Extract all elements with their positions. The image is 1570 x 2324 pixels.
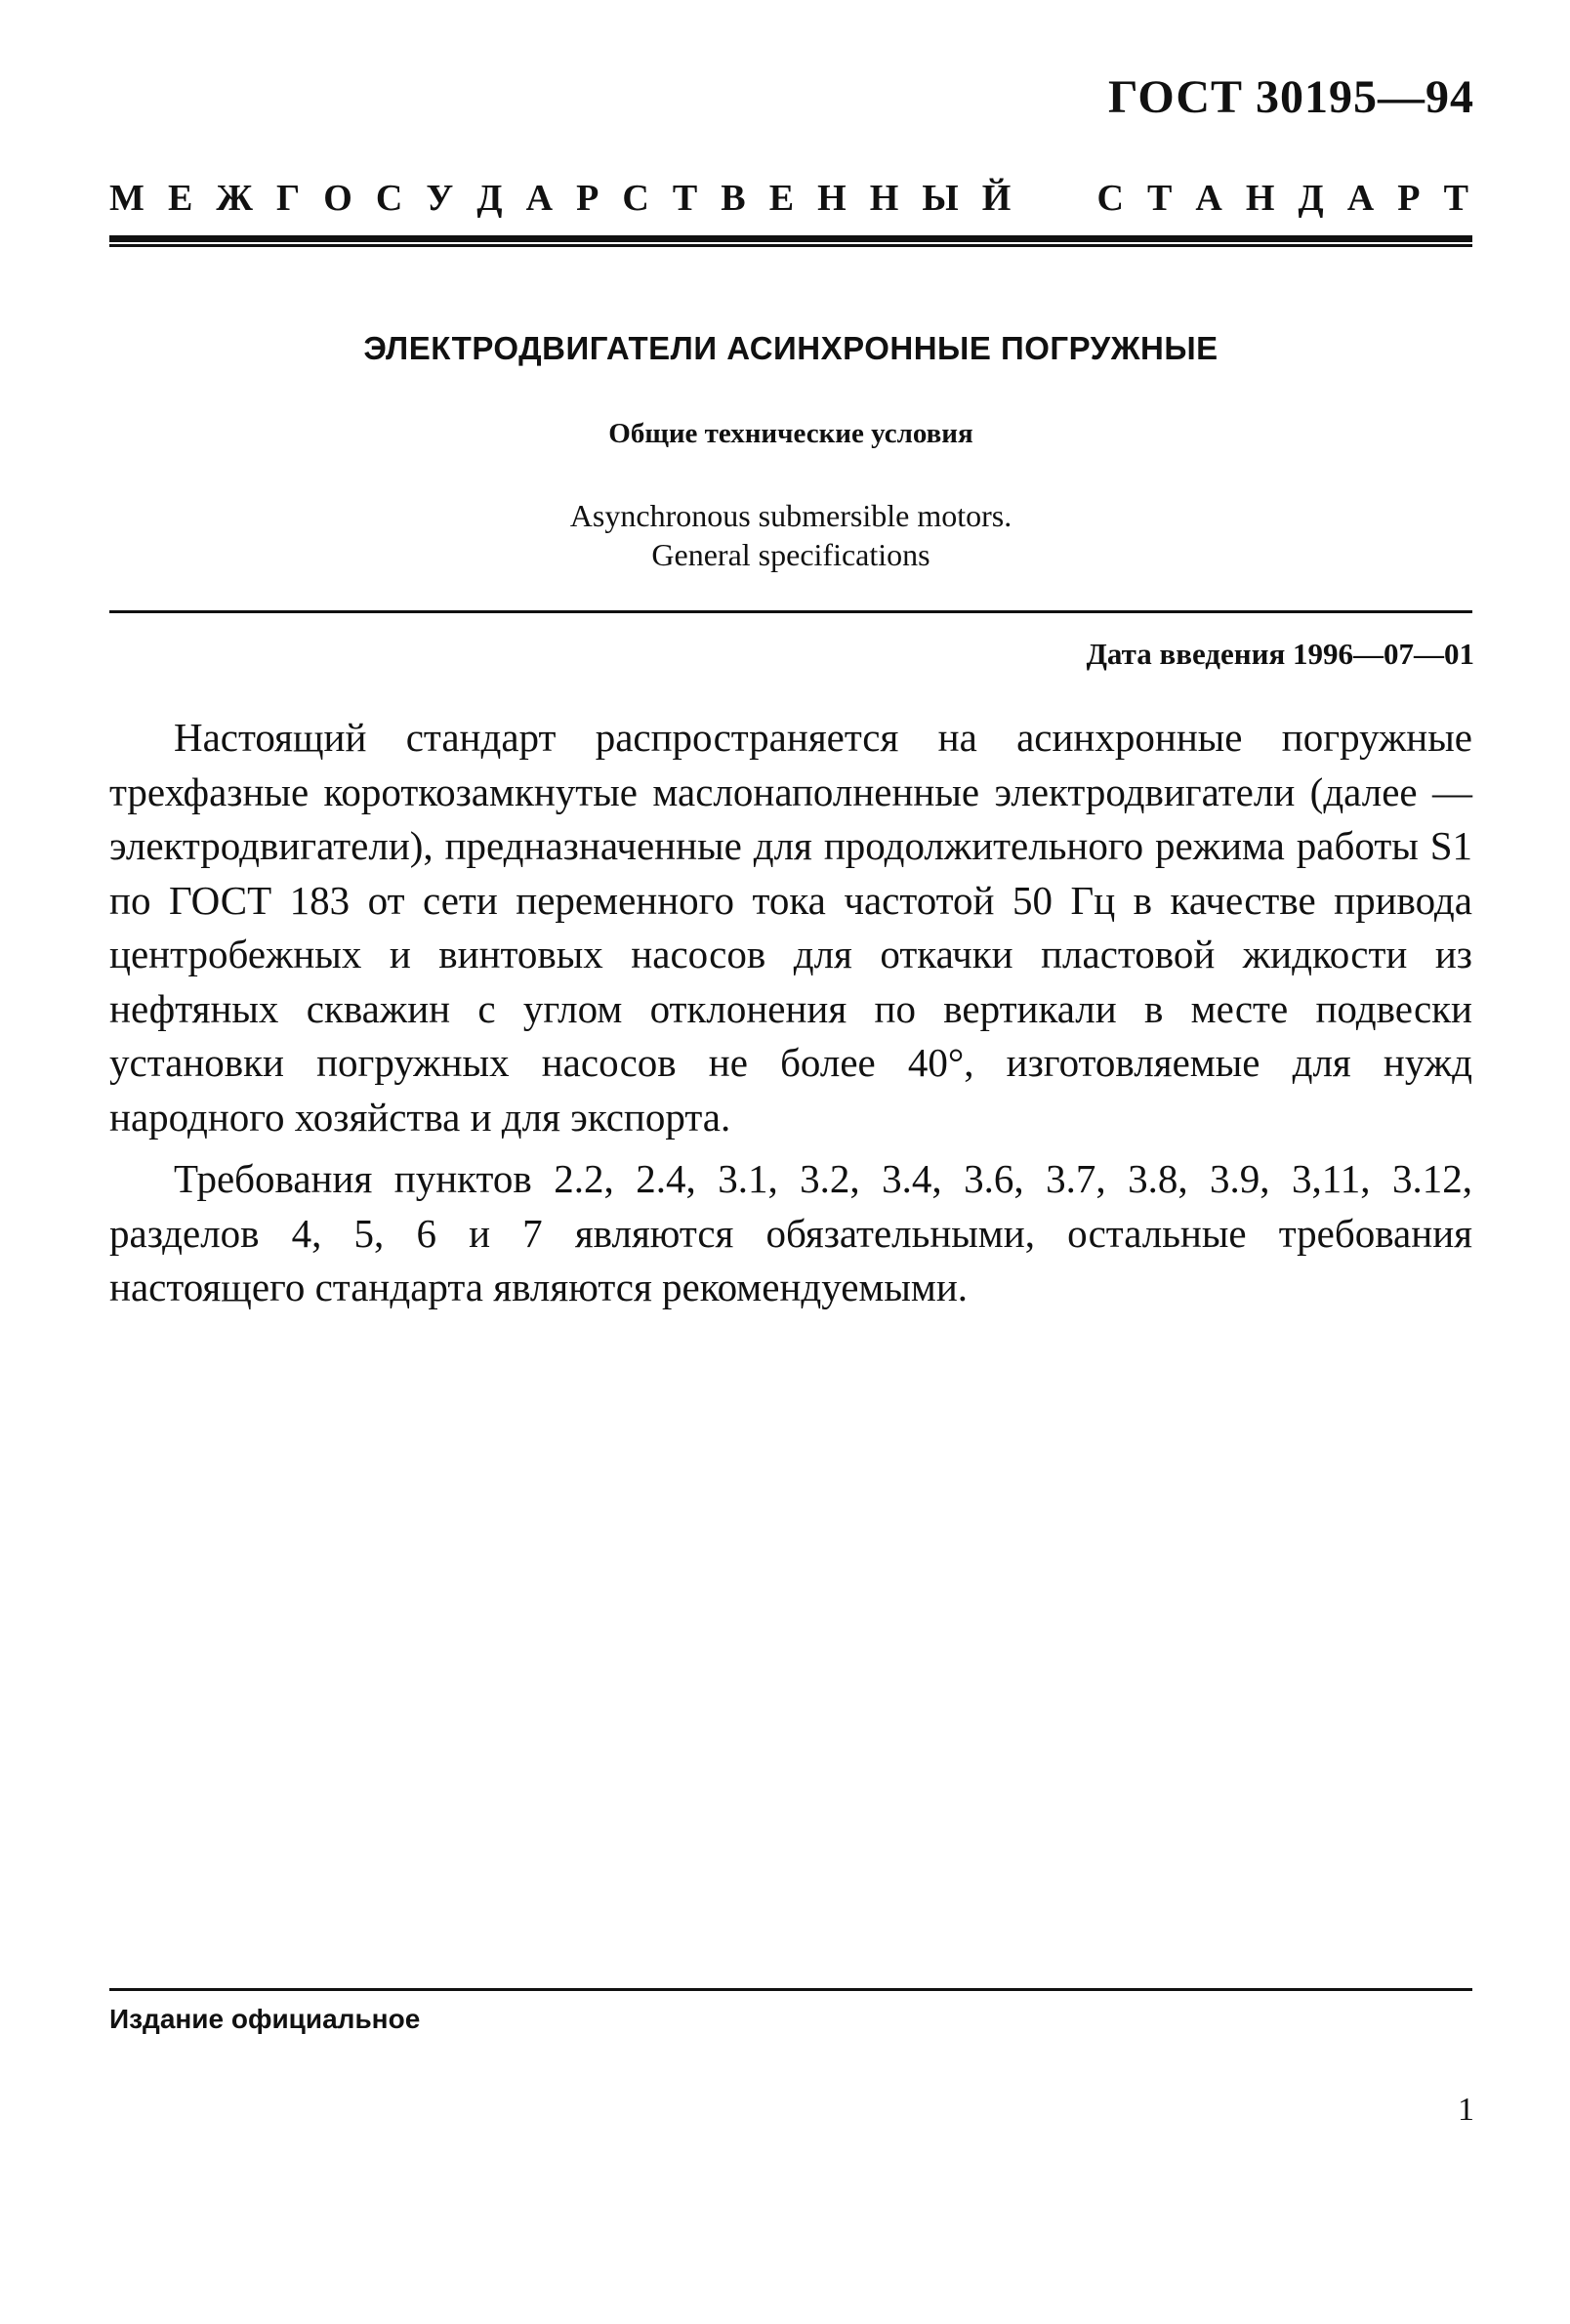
standard-type-letter: Р: [1397, 178, 1421, 219]
standard-type-letter: А: [1346, 178, 1375, 219]
standard-type-letter: М: [109, 178, 145, 219]
standard-type-letter: Т: [672, 178, 698, 219]
standard-type-letter: Р: [576, 178, 599, 219]
standard-type-letter: Ж: [216, 178, 253, 219]
header-rule-thick: [109, 235, 1472, 242]
official-edition-note: Издание официальное: [109, 2004, 421, 2034]
standard-type-heading: [109, 174, 1468, 223]
header-rule-thin: [109, 244, 1472, 247]
english-title-line-1: Asynchronous submersible motors.: [569, 498, 1012, 533]
document-subtitle: Общие технические условия: [608, 418, 973, 449]
body-text: [109, 711, 1472, 1323]
footer-rule: [109, 1988, 1472, 1991]
word-gap: [1034, 174, 1073, 223]
standard-type-letter: О: [323, 178, 352, 219]
standard-type-letter: Т: [1443, 178, 1468, 219]
gost-number: ГОСТ 30195—94: [1108, 71, 1474, 123]
document-english-title: [109, 496, 1472, 574]
paragraph-requirements: Требования пунктов 2.2, 2.4, 3.1, 3.2, 3.4, 3.6, 3.7, 3.8, 3.9, 3,11, 3.12, разделов 4, 5, 6 и 7 являются обязательными, остальные требования настоящего стандарта являются рекомендуемыми.: [109, 1156, 1472, 1309]
standard-type-letter: В: [721, 178, 746, 219]
standard-type-letter: Е: [167, 178, 193, 219]
page-number: 1: [1458, 2092, 1474, 2128]
standard-type-letter: С: [622, 178, 649, 219]
standard-type-letter: Е: [768, 178, 795, 219]
standard-type-letter: Д: [476, 178, 503, 219]
standard-type-letter: А: [525, 178, 554, 219]
standard-type-letter: Ы: [922, 178, 959, 219]
standard-type-letter: Т: [1146, 178, 1173, 219]
standard-type-letter: А: [1195, 178, 1222, 219]
standard-type-letter: С: [375, 178, 403, 219]
title-rule: [109, 610, 1472, 613]
standard-type-letter: У: [426, 178, 454, 219]
standard-type-letter: Д: [1298, 178, 1324, 219]
standard-type-letter: Н: [1245, 178, 1275, 219]
standard-type-letter: Н: [869, 178, 899, 219]
standard-type-letter: Н: [817, 178, 847, 219]
standard-type-letter: С: [1096, 178, 1124, 219]
introduction-date: Дата введения 1996—07—01: [1086, 637, 1474, 671]
standard-type-letter: Г: [276, 178, 301, 219]
document-title: ЭЛЕКТРОДВИГАТЕЛИ АСИНХРОННЫЕ ПОГРУЖНЫЕ: [363, 330, 1219, 366]
english-title-line-2: General specifications: [651, 537, 930, 572]
paragraph-scope: Настоящий стандарт распространяется на асинхронные погружные трехфазные короткозамкнутые маслонаполненные электродвигатели (далее — электродвигатели), предназначенные для продолжительного режима работы S1 по ГОСТ 183 от сети переменного тока частотой 50 Гц в качестве привода центробежных и винтовых насосов для откачки пластовой жидкости из нефтяных скважин с углом отклонения по вертикали в месте подвески установки погружных насосов не более 40°, изготовляемые для нужд народного хозяйства и для экспорта.: [109, 715, 1472, 1140]
standard-type-letter: Й: [981, 178, 1012, 219]
